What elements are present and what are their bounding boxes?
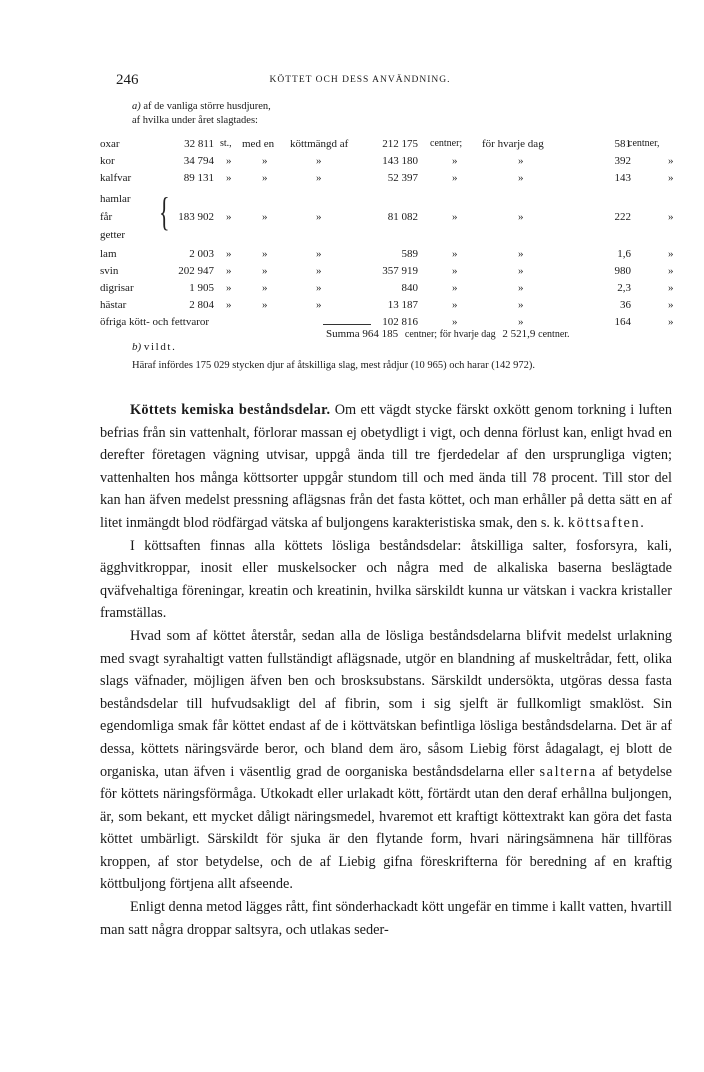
animal-name: öfriga kött- och fettvaror [100, 316, 210, 328]
running-title: KÖTTET OCH DESS ANVÄNDNING. [269, 75, 451, 85]
ditto-mark: » [452, 211, 458, 223]
table-row [0, 136, 704, 152]
ditto-mark: » [668, 299, 674, 311]
section-a-label: a) [132, 101, 141, 112]
ditto-mark: » [316, 172, 322, 184]
ditto-mark: » [452, 265, 458, 277]
ditto-mark: » [226, 172, 232, 184]
ditto-mark: » [668, 211, 674, 223]
ditto-mark: » [668, 316, 674, 328]
ditto-mark: » [316, 282, 322, 294]
unit-centner: centner; [430, 138, 463, 149]
per-day: 2,3 [617, 282, 631, 294]
per-day: 164 [614, 316, 631, 328]
ditto-mark: » [452, 248, 458, 260]
ditto-mark: » [262, 248, 268, 260]
table-row [0, 263, 704, 279]
curly-brace-icon: { [159, 189, 170, 234]
ditto-mark: » [518, 248, 524, 260]
paragraph-1 [100, 399, 672, 535]
animal-name: hamlar [100, 193, 131, 205]
section-a-line1-text: af de vanliga större husdjuren, [143, 101, 271, 112]
paragraph-4: Enligt denna metod lägges rått, fint sönderhackadt kött ungefär en timme i kallt vatten, hvartill man satt några droppar saltsyra, och utlakas seder- [100, 899, 672, 938]
ditto-mark: » [226, 282, 232, 294]
ditto-mark: » [518, 265, 524, 277]
animal-name: kalfvar [100, 172, 132, 184]
ditto-mark: » [452, 316, 458, 328]
paragraph-2: I köttsaften finnas alla köttets lösliga beståndsdelar: åtskilliga salter, fosforsyra, kali, ägghvitkroppar, inosit eller muskelsocker och några med de alkaliska baserna beslägtade qväfvehaltiga föreningar, kreatin och kreatinin, hvilka särskildt kunna ur vätskan i vackra kristaller framställas. [100, 537, 672, 622]
meat-weight: 357 919 [382, 265, 418, 277]
section-b-text: Häraf infördes 175 029 stycken djur af åtskilliga slag, mest rådjur (10 965) och harar (142 972). [132, 360, 535, 371]
ditto-mark: » [316, 211, 322, 223]
section-heading: Köttets kemiska beståndsdelar. [130, 402, 331, 418]
animal-name: får [100, 211, 113, 223]
animal-name: lam [100, 248, 117, 260]
section-a-intro [132, 101, 271, 126]
summa-mid: centner; för hvarje dag [404, 329, 496, 340]
word-for-hvarje-dag: för hvarje dag [482, 138, 544, 150]
paragraph-3-text-a: Hvad som af köttet återstår, sedan alla de lösliga beståndsdelarna blifvit medelst urlakning med svagt syrahaltigt vatten fullständigt aflägsnade, utgör en blandning af muskeltrådar, fett, olika slags väfnader, möjligen äfven ben och brosksubstans. Särskildt undersökta, utgöras dessa fasta beståndsdelar till hufvudsakligt del af fibrin, som i sig sjelft är fullkomligt smaklöst. Sin egendomliga smak får köttet endast af de i köttvätskan befintliga lösliga beståndsdelarna. Det är af dessa, köttets näringsvärde beror, och bland dem äro, såsom Liebig först ådagalagt, ej blott de organiska, utan äfven i väsentlig grad de oorganiska beståndsdelarna eller [100, 627, 672, 780]
section-a-line1 [132, 101, 271, 112]
ditto-mark: » [226, 155, 232, 167]
ditto-mark: » [518, 299, 524, 311]
per-day: 222 [614, 211, 631, 223]
unit-centner-end: centner, [628, 138, 660, 149]
per-day: 1,6 [617, 248, 631, 260]
ditto-mark: » [226, 265, 232, 277]
animal-name: kor [100, 155, 115, 167]
page-header [116, 72, 604, 92]
animal-name: svin [100, 265, 119, 277]
ditto-mark: » [226, 211, 232, 223]
table-row [0, 246, 704, 262]
meat-weight: 143 180 [382, 155, 418, 167]
ditto-mark: » [262, 282, 268, 294]
ditto-mark: » [262, 172, 268, 184]
animal-name: getter [100, 229, 126, 241]
animal-count: 32 811 [184, 138, 214, 150]
ditto-mark: » [668, 282, 674, 294]
animal-count: 202 947 [178, 265, 214, 277]
animal-count: 89 131 [183, 172, 214, 184]
meat-weight: 52 397 [387, 172, 418, 184]
ditto-mark: » [518, 211, 524, 223]
meat-weight: 81 082 [387, 211, 418, 223]
per-day: 980 [614, 265, 631, 277]
animal-count: 1 905 [189, 282, 214, 294]
animal-count: 34 794 [183, 155, 214, 167]
meat-weight: 13 187 [387, 299, 418, 311]
animal-name: hästar [100, 299, 127, 311]
ditto-mark: » [668, 155, 674, 167]
meat-weight: 102 816 [382, 316, 418, 328]
table-row [0, 153, 704, 169]
ditto-mark: » [262, 155, 268, 167]
ditto-mark: » [452, 282, 458, 294]
ditto-mark: » [452, 172, 458, 184]
ditto-mark: » [316, 248, 322, 260]
ditto-mark: » [226, 248, 232, 260]
ditto-mark: » [518, 282, 524, 294]
meat-weight: 212 175 [382, 138, 418, 150]
animal-name: digrisar [100, 282, 134, 294]
summa-per-day: 2 521,9 [502, 328, 536, 340]
section-b-title: vildt. [143, 341, 177, 353]
per-day: 581 [614, 138, 631, 150]
summa-label: Summa [326, 328, 360, 340]
ditto-mark: » [316, 265, 322, 277]
table-row [0, 280, 704, 296]
paragraph-1-text-a: Om ett vägdt stycke färskt oxkött genom torkning i luften befrias från sin vattenhalt, förlorar massan ej obetydligt i vigt, och denna förlust kan, enligt hvad en derefter företagen vägning utvisar, uppgå ända till tre fjerdedelar af den ursprungliga vigten; vattenhalten hos många köttsorter uppgår stundom till och med ända till 78 procent. Till stor del kan han äfven medelst pressning aflägsnas från det fasta köttet, och man erhåller på detta sätt en af litet inmängdt blod rödfärgad vätska af buljongens karakteristiska smak, den s. k. [100, 402, 672, 531]
table-row [0, 170, 704, 186]
meat-weight: 840 [401, 282, 418, 294]
paragraph-1-spaced-term: köttsaften [567, 514, 641, 531]
word-kottmangd: köttmängd af [290, 138, 349, 150]
sum-rule [323, 324, 371, 325]
per-day: 36 [620, 299, 631, 311]
unit-st: st., [220, 138, 232, 149]
ditto-mark: » [262, 211, 268, 223]
ditto-mark: » [518, 172, 524, 184]
animal-count: 2 804 [189, 299, 214, 311]
paragraph-1-text-b: . [640, 514, 644, 531]
paragraph-3 [100, 625, 672, 896]
summa-unit: centner. [538, 329, 570, 340]
section-a-line2: af hvilka under året slagtades: [132, 115, 258, 126]
ditto-mark: » [316, 155, 322, 167]
section-b-heading [132, 341, 176, 353]
per-day: 392 [614, 155, 631, 167]
ditto-mark: » [262, 299, 268, 311]
ditto-mark: » [452, 155, 458, 167]
ditto-mark: » [518, 155, 524, 167]
ditto-mark: » [518, 316, 524, 328]
table-row [0, 227, 704, 243]
paragraph-3-text-b: af betydelse för köttets näringsförmåga. Utkokadt eller urlakadt kött, förtärdt utan den deraf erhållna buljongen, är, som bekant, ett mycket dåligt näringsmedel, hvaremot ett kraftigt köttextrakt kan göra det fasta köttet umbärligt. Särskildt för sjuka är den flytande form, hvari näringsämnena här tillföras kroppen, af stor betydelse, och de af Liebig gifna föreskrifterna för beredning af en kraftig köttbuljong förtjena allt afseende. [100, 763, 672, 893]
animal-count: 183 902 [178, 211, 214, 223]
table-row [0, 191, 704, 207]
per-day: 143 [614, 172, 631, 184]
ditto-mark: » [262, 265, 268, 277]
meat-weight: 589 [401, 248, 418, 260]
page-number: 246 [116, 72, 139, 88]
section-b-label: b) [132, 341, 142, 353]
body-text [100, 399, 672, 941]
ditto-mark: » [668, 248, 674, 260]
paragraph-3-spaced-term: salterna [539, 763, 597, 780]
ditto-mark: » [668, 172, 674, 184]
table-row [0, 209, 704, 225]
section-b-paragraph [100, 358, 672, 374]
animal-name: oxar [100, 138, 120, 150]
ditto-mark: » [452, 299, 458, 311]
table-row [0, 297, 704, 313]
summa-total: 964 185 [362, 328, 399, 340]
ditto-mark: » [316, 299, 322, 311]
ditto-mark: » [226, 299, 232, 311]
summa-row [326, 328, 570, 340]
word-med-en: med en [242, 138, 275, 150]
ditto-mark: » [668, 265, 674, 277]
animal-count: 2 003 [189, 248, 214, 260]
